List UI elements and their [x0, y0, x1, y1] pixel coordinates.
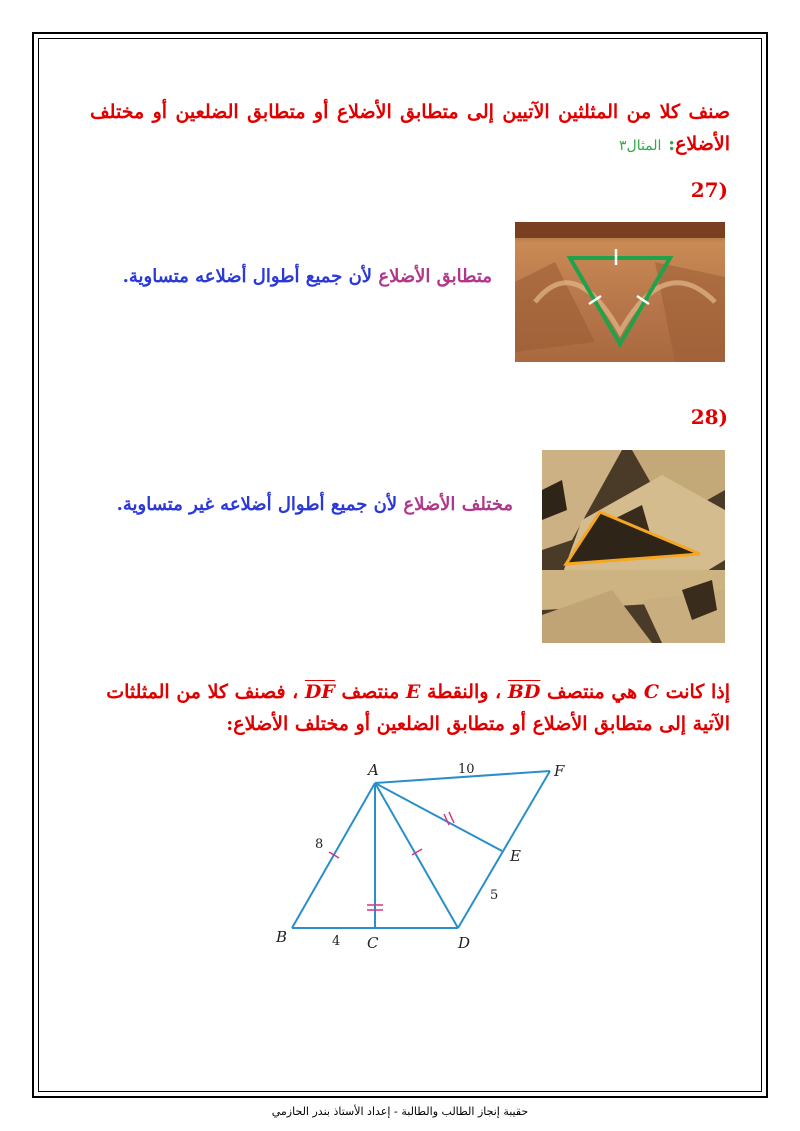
- scalene-triangle-image: [542, 450, 725, 643]
- page-footer: حقيبة إنجاز الطالب والطالبة - إعداد الأستاذ بندر الحازمي: [271, 1105, 529, 1118]
- equilateral-triangle-photo: [515, 222, 725, 362]
- point-f: F: [554, 762, 565, 780]
- length-ab: 8: [315, 837, 324, 852]
- congruence-ticks: [329, 812, 454, 910]
- problem-text-2: هي منتصف: [546, 681, 638, 703]
- equilateral-triangle-image: [515, 222, 725, 362]
- scalene-triangle-photo: [542, 450, 725, 643]
- answer-27: [123, 266, 492, 287]
- length-de: 5: [490, 888, 499, 903]
- point-e-label: E: [405, 681, 421, 703]
- instruction-colon: :: [668, 133, 676, 155]
- segment-bd-label: $\overline{BD}$: [507, 681, 541, 703]
- problem-text-4: منتصف: [341, 681, 400, 703]
- point-b: B: [276, 928, 288, 946]
- answer-27-reason: لأن جميع أطوال أضلاعه متساوية.: [122, 266, 373, 287]
- point-d: D: [458, 934, 471, 952]
- problem-statement: [90, 676, 730, 740]
- geometry-figure: [270, 755, 580, 955]
- answer-28: [117, 494, 513, 515]
- example-reference: المثال٣: [618, 138, 662, 154]
- answer-28-reason: لأن جميع أطوال أضلاعه غير متساوية.: [116, 494, 398, 515]
- segment-fd: [458, 771, 550, 928]
- problem-text-3: ، والنقطة: [427, 681, 502, 703]
- answer-27-type: متطابق الأضلاع: [378, 266, 492, 287]
- length-af: 10: [458, 762, 475, 777]
- point-e: E: [510, 847, 521, 865]
- problem-text-1: إذا كانت: [665, 681, 730, 703]
- question-number-27: (27: [690, 178, 728, 202]
- answer-28-type: مختلف الأضلاع: [403, 494, 513, 515]
- point-c-label: C: [643, 681, 659, 703]
- point-a: A: [368, 761, 379, 779]
- instruction-text: صنف كلا من المثلثين الآتيين إلى متطابق الأضلاع أو متطابق الضلعين أو مختلف الأضلاع: [90, 101, 730, 155]
- problem-text-5: ، فصنف كلا من المثلثات الآتية إلى متطابق الأضلاع أو متطابق الضلعين أو مختلف الأضلاع:: [106, 681, 730, 735]
- instruction-heading: [90, 96, 730, 162]
- question-number-28: (28: [690, 405, 728, 429]
- point-c: C: [367, 934, 379, 952]
- segment-df-label: $\overline{DF}$: [304, 681, 335, 703]
- length-bc: 4: [332, 934, 341, 949]
